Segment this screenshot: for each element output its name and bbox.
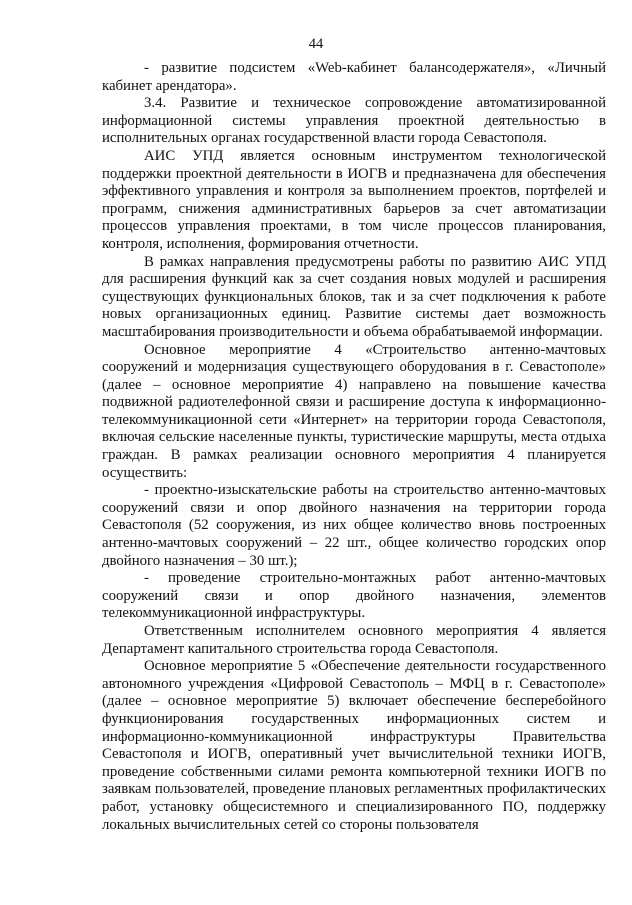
paragraph-9: Основное мероприятие 5 «Обеспечение деятельности государственного автономного учреждения «Цифровой Севастополь – МФЦ в г. Севастополе» (далее – основное мероприятие 5) включает обеспечение бесперебойного функционирования государственных информационных систем и информационно-коммуникационной инфраструктуры Правительства Севастополя и ИОГВ, оперативный учет вычислительной техники ИОГВ, проведение собственными силами ремонта компьютерной техники ИОГВ по заявкам пользователей, проведение плановых регламентных профилактических работ, установку общесистемного и специализированного ПО, поддержку локальных вычислительных сетей со стороны пользователя [102,658,606,833]
document-body [102,60,606,834]
paragraph-3: АИС УПД является основным инструментом технологической поддержки проектной деятельности в ИОГВ и предназначена для обеспечения эффективного управления и контроля за выполнением проектов, портфелей и программ, снижения административных барьеров за счет автоматизации процессов управления проектами, в том числе процессов планирования, контроля, исполнения, формирования отчетности. [102,147,606,252]
paragraph-4: В рамках направления предусмотрены работы по развитию АИС УПД для расширения функций как за счет создания новых модулей и расширения существующих функциональных блоков, так и за счет подключения к работе новых организационных единиц. Развитие системы дает возможность масштабирования производительности и объема обрабатываемой информации. [102,253,606,340]
paragraph-5: Основное мероприятие 4 «Строительство антенно-мачтовых сооружений и модернизация существующего оборудования в г. Севастополе» (далее – основное мероприятие 4) направлено на повышение качества подвижной радиотелефонной связи и расширение доступа к информационно-телекоммуникационной сети «Интернет» на территории города Севастополя, включая сельские населенные пункты, туристические маршруты, места отдыха граждан. В рамках реализации основного мероприятия 4 планируется осуществить: [102,341,606,481]
paragraph-8: Ответственным исполнителем основного мероприятия 4 является Департамент капитального строительства города Севастополя. [102,623,606,657]
paragraph-6: - проектно-изыскательские работы на строительство антенно-мачтовых сооружений связи и опор двойного назначения на территории города Севастополя (52 сооружения, из них общее количество вновь построенных антенно-мачтовых сооружений – 22 шт., общее количество городских опор двойного назначения – 30 шт.); [102,482,606,569]
paragraph-1: - развитие подсистем «Web-кабинет балансодержателя», «Личный кабинет арендатора». [102,60,606,94]
page-number: 44 [308,36,324,52]
paragraph-2: 3.4. Развитие и техническое сопровождение автоматизированной информационной системы управления проектной деятельностью в исполнительных органах государственной власти города Севастополя. [102,95,606,147]
paragraph-7: - проведение строительно-монтажных работ антенно-мачтовых сооружений связи и опор двойного назначения, элементов телекоммуникационной инфраструктуры. [102,570,606,622]
